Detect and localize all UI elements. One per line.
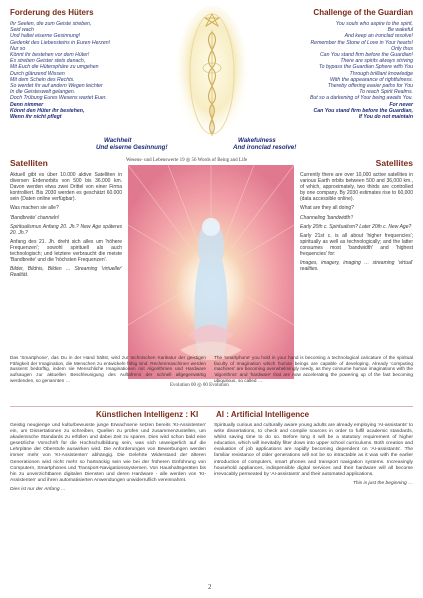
right-poem bbox=[263, 21, 413, 120]
smartphone-text-de: Das 'Smartphone', das Du in der Hand hältst, wird zur technischen Karikatur der geistigen Fähigkeit der Imagination, die Menschen zu entwickeln fähig sind. Rechenmaschinen werden äusserst bedürftig, indem sie Menschliche Imaginationen mit Algorithmen und Hardware aufsaugen zur aktuellen Beschleunigung des Auftafrens der schnell allgegenwärtig werdenden, so genannten … bbox=[10, 355, 206, 383]
painting-image bbox=[128, 165, 294, 379]
ai-text-en bbox=[214, 423, 413, 490]
left-poem-title: Forderung des Hüters bbox=[10, 8, 94, 17]
right-poem-title: Challenge of the Guardian bbox=[313, 8, 413, 17]
satellites-text-en bbox=[300, 172, 413, 275]
ai-end: This is just the beginning … bbox=[352, 480, 413, 486]
left-poem-line: Durch glänzend Wissen bbox=[10, 70, 65, 77]
left-poem-line: Gedenkt des Liebessteins in Euren Herzen! bbox=[10, 39, 111, 46]
left-poem-line: Mit dem Schein des Rechts. bbox=[10, 76, 75, 83]
satelliten-answer: 'Bandbreite' channeln! bbox=[10, 214, 60, 221]
ki-title: Künstlichen Intelligenz : KI bbox=[96, 410, 199, 419]
satelliten-text-de bbox=[10, 172, 122, 281]
left-poem-line: Es streben Geister stets danach, bbox=[10, 58, 86, 65]
satellites-question: What are they all doing? bbox=[300, 205, 354, 212]
left-center-line-2: Und eiserne Gesinnung! bbox=[96, 144, 168, 151]
right-poem-line: Through brilliant knowledge bbox=[349, 70, 413, 77]
ki-end: Dies ist nur der Anfang … bbox=[10, 486, 66, 492]
satellites-paragraph: Early 20th c. Spiritualism? Later 20th c. New Age? bbox=[300, 223, 412, 230]
right-poem-line: There are spirits always striving bbox=[340, 58, 413, 65]
caduceus-emblem bbox=[174, 4, 250, 144]
left-poem-line: Nur so bbox=[10, 45, 26, 52]
painting-caption-top: Wesens- und Lebenswerte 19 ◎ 56 Words of Being and Life bbox=[126, 158, 248, 163]
smartphone-text-en: The 'smartphone' you hold in your hand is becoming a technological caricature of the spiritual faculty of Imagination which human beings are capable of developing. Already 'computing machines' are becoming overwhelmingly needy, as they consume human imaginations with the 'algorithms' and 'hardware' that are now accelerating the powering up of the fast becoming ubiquitous, so called … bbox=[214, 355, 413, 383]
left-poem-line: Könnt ihr bestehen vor dem Hüter! bbox=[10, 52, 90, 59]
satelliten-paragraph: Bilder, Bildnis, Bilden … Streaming 'virtueller' Realität. bbox=[10, 266, 122, 279]
right-poem-line: To reach Spirit Realms. bbox=[359, 89, 413, 96]
left-center-line-1: Wachheit bbox=[104, 137, 132, 144]
right-poem-bold-line: For never bbox=[389, 101, 413, 108]
right-poem-line: Only thus bbox=[391, 45, 413, 52]
left-poem-line: So werdet ihr auf andern Wegen leichter bbox=[10, 83, 103, 90]
right-poem-line: You souls who aspire to the spirit, bbox=[335, 21, 413, 27]
satelliten-paragraph: Aktuell gibt es über 10.000 aktive Satelliten in diversen Erdenorbits von 500 bis 36.000 km. Davon werden etwa zwei Drittel von einer Firma kontrolliert. Bis 2030 werden es geschätzt 60.000 sein (Daten online verfügbar). bbox=[10, 172, 122, 203]
satelliten-paragraph: Spiritualismus Anfang 20. Jh.? New Age späteres 20. Jh.? bbox=[10, 223, 122, 236]
right-poem-line: And keep an ironclad resolve! bbox=[344, 33, 413, 40]
satellites-paragraph: Early 21st c. is all about 'higher frequencies'; spiritually as well as technologically; and the latter consumes most 'bandwidth' and 'highest frequencies' for: bbox=[300, 232, 413, 258]
right-poem-line: With the appearance of rightfulness. bbox=[329, 76, 413, 83]
right-center-line-1: Wakefulness bbox=[238, 137, 276, 144]
right-poem-line: Can You stand firm before the Guardian! bbox=[319, 52, 413, 59]
left-poem-line: Doch Trübung Eures Wesens wartet Euer. bbox=[10, 95, 107, 102]
left-poem-line: Mit Euch die Hütersphäre zu umgehen bbox=[10, 64, 99, 71]
right-poem-bold-line: Can You stand firm before the Guardian, bbox=[313, 107, 413, 114]
satelliten-title: Satelliten bbox=[10, 158, 48, 168]
ki-text-de bbox=[10, 423, 206, 496]
right-center-line-2: And ironclad resolve! bbox=[233, 144, 297, 151]
right-poem-line: To bypass the Guardian Sphere with You bbox=[318, 64, 413, 71]
left-poem-bold-line: Könnt den Hüter ihr bestehen, bbox=[10, 107, 85, 114]
right-poem-line: Remember the Stone of Love in Your hearts! bbox=[310, 39, 413, 46]
satelliten-question: Was machen sie alle? bbox=[10, 205, 59, 212]
left-poem-bold-line: Denn nimmer bbox=[10, 101, 44, 108]
section-divider bbox=[10, 406, 413, 407]
left-poem-line: In die Geisteswelt gelangen. bbox=[10, 89, 76, 96]
satellites-title: Satellites bbox=[375, 158, 413, 168]
satellites-paragraph: Currently there are over 10,000 active satellites in various Earth orbits between 500 and 36,000 km., of which, approximately, two thirds are controlled by one company. By 2030 estimates rise to 60,000 (data accessible online). bbox=[300, 172, 413, 203]
satelliten-paragraph: Anfang des 21. Jh. dreht sich alles um 'höhere Frequenzen'; sowohl spirituell als auch technologisch; und letztere verbraucht die meiste 'Bandbreite' und die 'höchsten Frequenzen'. bbox=[10, 238, 122, 264]
right-poem-bold-line: If You do not maintain bbox=[358, 114, 413, 121]
right-poem-line: Be wakeful bbox=[387, 27, 413, 34]
ai-paragraph: Spiritually curious and culturally aware young adults are already employing 'AI-assistants' to write dissertations, to check and compile sources in order to fulfil academic standards, whilst saving time to do so. Before long it will be a statutory requirement of higher education, which will inevitably filter down into upper school curriculums. Both creation and evaluation of job applications are rapidly becoming dependent on 'AI-assistants'. The familiar resistance of older generations will not be so intractable as it was with the earlier introduction of computers, smart phones and transport navigation systems. Increasingly household appliances, indispensible digital services and their hardware will all become irrevocably permeated by 'AI-assistants' and their automated applications. bbox=[214, 423, 413, 477]
ai-title: AI : Artificial Intelligence bbox=[216, 410, 310, 419]
ki-paragraph: Geistig neugierige und kulturbewusste junge Erwachsene setzen bereits 'KI-Assistenten' ein, um Dissertationen zu schreiben, Quellen zu prüfen und zusammenzustellen, um akademische Standards zu erfüllen und dabei Zeit zu sparen. Dies wird schon bald eine gesetzliche Vorschrift für die Hochschulbildung sein, was sich unweigerlich auf die Lehrpläne der Oberstufe auswirken wird. Die Anforderungen von Bewerbungen werden immer mehr von 'KI-Assistenten' abhängig. Die Gelehrte Widerstand der älteren Generationen wird nicht mehr so hartnäckig sein wie bei der früheren Einführung von Computern, Smartphones und Transport-Navigationssystemen. Von Haushaltsgeräten bis hin zu unverzichtbaren digitalen Diensten und deren Hardware - alle werden von 'KI-Assistenten' und ihren automatisierten Anwendungen unwiderruflich vereinnahmt. bbox=[10, 423, 206, 483]
left-poem bbox=[10, 21, 160, 120]
left-poem-line: Seid wach bbox=[10, 27, 34, 34]
left-poem-line: Ihr Seelen, die zum Geiste streben, bbox=[10, 21, 92, 27]
right-poem-line: Thereby offering easier paths for You bbox=[327, 83, 413, 90]
left-poem-bold-line: Wenn ihr nicht pflegt bbox=[10, 114, 62, 121]
left-poem-line: Und haltet eiserne Gesinnung! bbox=[10, 33, 81, 40]
page-number: 2 bbox=[208, 583, 212, 591]
painting-caption-bottom: Evolution 00 ◎ 00 Evolution bbox=[170, 383, 229, 388]
right-poem-line: But so a darkening of Your being awaits You. bbox=[309, 95, 413, 102]
satellites-paragraph: Images, imagery, imaging … streaming 'virtual' realities. bbox=[300, 260, 413, 273]
satellites-answer: Channeling 'bandwidth'! bbox=[300, 214, 353, 221]
